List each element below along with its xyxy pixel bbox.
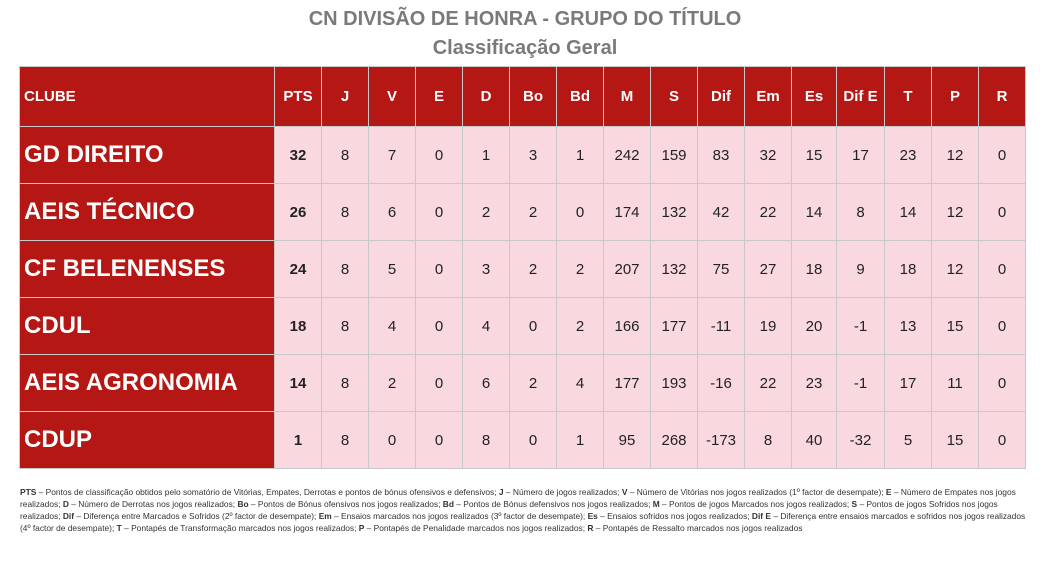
column-header: T: [885, 67, 932, 127]
stat-cell: 166: [604, 298, 651, 355]
club-name: AEIS AGRONOMIA: [20, 355, 275, 412]
legend-key: D: [62, 499, 69, 509]
legend-separator: –: [857, 499, 867, 509]
stat-cell: 18: [792, 241, 837, 298]
stat-cell: 0: [979, 184, 1026, 241]
stat-cell: -11: [698, 298, 745, 355]
legend-separator: –: [248, 499, 258, 509]
legend-key: R: [587, 523, 594, 533]
legend-key: P: [358, 523, 365, 533]
stat-cell: 22: [745, 184, 792, 241]
stat-cell: 0: [979, 127, 1026, 184]
stat-cell: 14: [885, 184, 932, 241]
stat-cell: 95: [604, 412, 651, 469]
legend-text: Pontos de Bónus ofensivos nos jogos realizados;: [257, 499, 441, 509]
legend-key: V: [621, 487, 628, 497]
stat-cell: 0: [557, 184, 604, 241]
column-header: Es: [792, 67, 837, 127]
legend-text: Número de Vitórias nos jogos realizados (1º factor de desempate);: [636, 487, 884, 497]
legend-text: Ensaios sofridos nos jogos realizados;: [607, 511, 750, 521]
stat-cell: 132: [651, 241, 698, 298]
stat-cell: -1: [837, 355, 885, 412]
legend-text: Pontos de jogos Marcados nos jogos realizados;: [669, 499, 850, 509]
club-name: CF BELENENSES: [20, 241, 275, 298]
stat-cell: 8: [837, 184, 885, 241]
column-header: R: [979, 67, 1026, 127]
legend-key: S: [851, 499, 858, 509]
stat-cell: 13: [885, 298, 932, 355]
stat-cell: 8: [322, 127, 369, 184]
legend-text: Diferença entre ensaios marcados e sofridos nos jogos realizados (4º factor de desempate);: [20, 511, 1026, 533]
stat-cell: 0: [979, 298, 1026, 355]
points-cell: 32: [275, 127, 322, 184]
column-header: M: [604, 67, 651, 127]
stat-cell: 42: [698, 184, 745, 241]
stat-cell: 0: [369, 412, 416, 469]
table-row: [20, 355, 1026, 412]
stat-cell: 8: [322, 298, 369, 355]
stat-cell: 0: [510, 298, 557, 355]
column-header: Dif E: [837, 67, 885, 127]
stat-cell: 268: [651, 412, 698, 469]
stat-cell: 8: [322, 241, 369, 298]
legend-key: PTS: [20, 487, 37, 497]
points-cell: 24: [275, 241, 322, 298]
table-row: [20, 127, 1026, 184]
stat-cell: -32: [837, 412, 885, 469]
stat-cell: 177: [604, 355, 651, 412]
stat-cell: 177: [651, 298, 698, 355]
column-header: V: [369, 67, 416, 127]
column-header: E: [416, 67, 463, 127]
table-header-row: [20, 67, 1026, 127]
legend-separator: –: [503, 487, 513, 497]
stat-cell: 15: [932, 412, 979, 469]
stat-cell: 14: [792, 184, 837, 241]
stat-cell: 4: [463, 298, 510, 355]
legend-key: Es: [587, 511, 598, 521]
stat-cell: 0: [979, 412, 1026, 469]
column-header: S: [651, 67, 698, 127]
stat-cell: 174: [604, 184, 651, 241]
table-row: [20, 412, 1026, 469]
stat-cell: 0: [979, 355, 1026, 412]
legend-key: T: [116, 523, 122, 533]
stat-cell: 12: [932, 241, 979, 298]
stat-cell: 1: [557, 412, 604, 469]
stat-cell: 40: [792, 412, 837, 469]
legend-key: Bd: [442, 499, 454, 509]
stat-cell: 20: [792, 298, 837, 355]
points-cell: 14: [275, 355, 322, 412]
stat-cell: 12: [932, 184, 979, 241]
legend-key: E: [885, 487, 892, 497]
club-name: AEIS TÉCNICO: [20, 184, 275, 241]
column-header: Dif: [698, 67, 745, 127]
stat-cell: 0: [416, 412, 463, 469]
stat-cell: 4: [557, 355, 604, 412]
column-header: Em: [745, 67, 792, 127]
column-header: CLUBE: [20, 67, 275, 127]
legend-separator: –: [331, 511, 342, 521]
stat-cell: 8: [322, 184, 369, 241]
stat-cell: 23: [792, 355, 837, 412]
stat-cell: 0: [416, 241, 463, 298]
column-header: P: [932, 67, 979, 127]
column-header: Bo: [510, 67, 557, 127]
stat-cell: 7: [369, 127, 416, 184]
stat-cell: 11: [932, 355, 979, 412]
points-cell: 26: [275, 184, 322, 241]
stat-cell: 132: [651, 184, 698, 241]
stat-cell: 5: [885, 412, 932, 469]
stat-cell: 0: [416, 184, 463, 241]
stat-cell: 9: [837, 241, 885, 298]
legend-key: J: [498, 487, 504, 497]
stat-cell: -1: [837, 298, 885, 355]
stat-cell: 2: [369, 355, 416, 412]
page-subtitle: Classificação Geral: [432, 37, 618, 59]
stat-cell: 1: [463, 127, 510, 184]
stat-cell: 193: [651, 355, 698, 412]
stat-cell: 6: [369, 184, 416, 241]
stat-cell: 32: [745, 127, 792, 184]
legend-separator: –: [891, 487, 901, 497]
standings-table: [19, 66, 1026, 469]
stat-cell: 2: [510, 241, 557, 298]
stat-cell: 17: [837, 127, 885, 184]
table-body: [20, 127, 1026, 469]
stat-cell: 75: [698, 241, 745, 298]
page-title: CN DIVISÃO DE HONRA - GRUPO DO TÍTULO: [308, 8, 742, 30]
table-row: [20, 241, 1026, 298]
legend-key: Bo: [237, 499, 249, 509]
legend-separator: –: [121, 523, 132, 533]
stat-cell: 2: [463, 184, 510, 241]
stat-cell: 159: [651, 127, 698, 184]
stat-cell: 2: [510, 355, 557, 412]
legend-key: M: [652, 499, 660, 509]
legend-text: Pontapés de Ressalto marcados nos jogos realizados: [602, 523, 803, 533]
legend-key: Em: [318, 511, 332, 521]
stat-cell: 3: [510, 127, 557, 184]
stat-cell: 242: [604, 127, 651, 184]
stat-cell: 207: [604, 241, 651, 298]
column-header: J: [322, 67, 369, 127]
stat-cell: 4: [369, 298, 416, 355]
stat-cell: 15: [932, 298, 979, 355]
legend-text: Pontos de Bónus defensivos nos jogos realizados;: [463, 499, 651, 509]
stat-cell: 5: [369, 241, 416, 298]
legend-key: Dif E: [751, 511, 771, 521]
legend-text: Pontos de jogos Sofridos nos jogos realizados;: [20, 499, 998, 521]
legend-separator: –: [74, 511, 84, 521]
stat-cell: 0: [416, 355, 463, 412]
legend-text: Número de Derrotas nos jogos realizados;: [78, 499, 236, 509]
stat-cell: 8: [322, 412, 369, 469]
legend-separator: –: [68, 499, 79, 509]
stat-cell: 15: [792, 127, 837, 184]
stat-cell: 18: [885, 241, 932, 298]
club-name: CDUL: [20, 298, 275, 355]
legend-separator: –: [659, 499, 670, 509]
stat-cell: 3: [463, 241, 510, 298]
stat-cell: -16: [698, 355, 745, 412]
legend-text: Diferença entre Marcados e Sofridos (2º factor de desempate);: [83, 511, 317, 521]
club-name: CDUP: [20, 412, 275, 469]
stat-cell: 27: [745, 241, 792, 298]
stat-cell: 2: [557, 298, 604, 355]
legend-text: Pontapés de Penalidade marcados nos jogos realizados;: [373, 523, 586, 533]
stat-cell: 22: [745, 355, 792, 412]
points-cell: 1: [275, 412, 322, 469]
stat-cell: 8: [745, 412, 792, 469]
legend-separator: –: [36, 487, 46, 497]
legend-separator: –: [597, 511, 608, 521]
stat-cell: 8: [322, 355, 369, 412]
stat-cell: 17: [885, 355, 932, 412]
stat-cell: 0: [416, 298, 463, 355]
stat-cell: 19: [745, 298, 792, 355]
points-cell: 18: [275, 298, 322, 355]
legend-text: Ensaios marcados nos jogos realizados (3º factor de desempate);: [341, 511, 586, 521]
stat-cell: 1: [557, 127, 604, 184]
stat-cell: 6: [463, 355, 510, 412]
legend-separator: –: [364, 523, 374, 533]
stat-cell: 0: [979, 241, 1026, 298]
legend-text: Pontos de classificação obtidos pelo somatório de Vitórias, Empates, Derrotas e pontos de bónus ofensivos e defensivos;: [45, 487, 497, 497]
legend-notes: [20, 486, 1030, 534]
table-row: [20, 298, 1026, 355]
column-header: Bd: [557, 67, 604, 127]
legend-key: Dif: [62, 511, 75, 521]
stat-cell: 0: [416, 127, 463, 184]
column-header: D: [463, 67, 510, 127]
legend-separator: –: [453, 499, 464, 509]
stat-cell: 2: [557, 241, 604, 298]
stat-cell: 83: [698, 127, 745, 184]
legend-separator: –: [771, 511, 781, 521]
stat-cell: 8: [463, 412, 510, 469]
club-name: GD DIREITO: [20, 127, 275, 184]
stat-cell: 23: [885, 127, 932, 184]
stat-cell: 0: [510, 412, 557, 469]
legend-text: Pontapés de Transformação marcados nos jogos realizados;: [131, 523, 357, 533]
legend-text: Número de Empates nos jogos realizados;: [20, 487, 1016, 509]
legend-separator: –: [627, 487, 637, 497]
table-row: [20, 184, 1026, 241]
legend-text: Número de jogos realizados;: [512, 487, 620, 497]
stat-cell: -173: [698, 412, 745, 469]
stat-cell: 12: [932, 127, 979, 184]
column-header: PTS: [275, 67, 322, 127]
legend-separator: –: [593, 523, 603, 533]
stat-cell: 2: [510, 184, 557, 241]
